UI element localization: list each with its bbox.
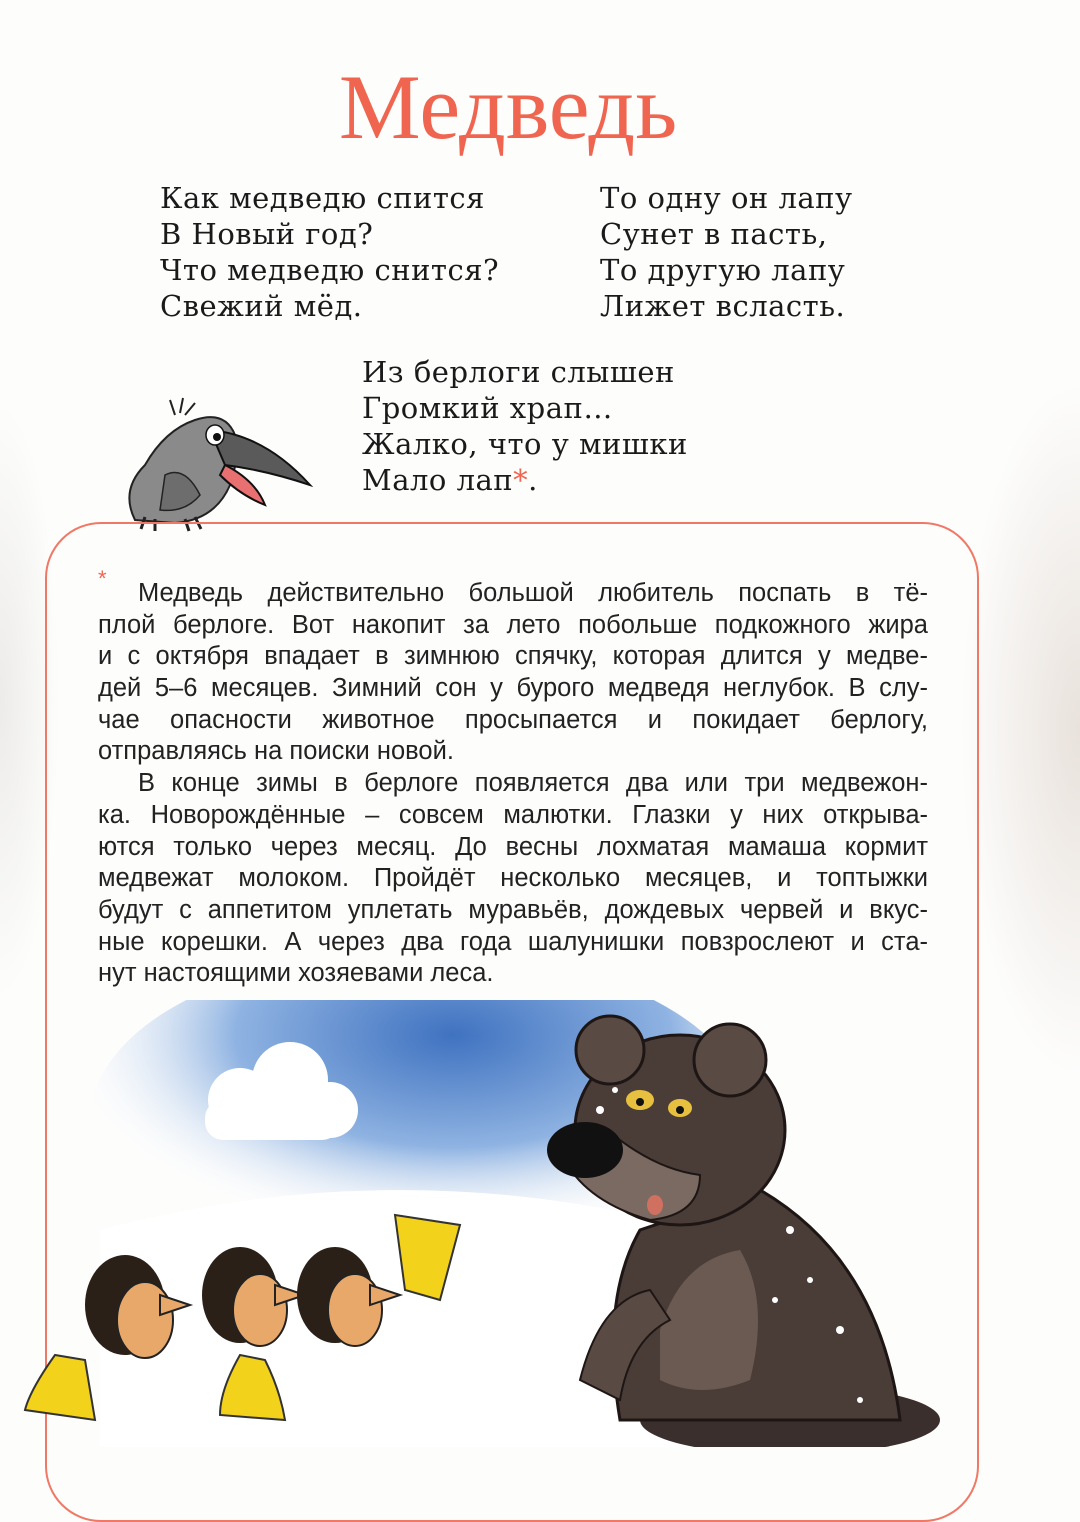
text-line: и с октября впадает в зимнюю спячку, которая длится у медве- <box>98 642 928 671</box>
poem-line-end: . <box>528 463 538 497</box>
poem-line <box>362 462 688 498</box>
text-line: дей 5–6 месяцев. Зимний сон у бурого медведя неглубок. В слу- <box>98 674 928 703</box>
poem-line: В Новый год? <box>160 217 374 251</box>
page-title: Медведь <box>338 56 678 158</box>
poem-stanza-3 <box>362 354 688 498</box>
poem-stanza-1 <box>160 180 499 324</box>
poem-line: Сунет в пасть, <box>600 217 828 251</box>
poem-line: Что медведю снится? <box>160 253 500 287</box>
footnote-star: * <box>98 566 107 591</box>
footnote-text <box>98 578 928 990</box>
poem-line: Свежий мёд. <box>160 289 363 323</box>
text-line: нут настоящими хозяевами леса. <box>98 959 494 988</box>
poem-line: Из берлоги слышен <box>362 355 675 389</box>
poem-line: Лижет всласть. <box>600 289 846 323</box>
poem-line: То другую лапу <box>600 253 846 287</box>
text-line: В конце зимы в берлоге появляется два или три медвежон- <box>138 769 928 798</box>
text-line: ные корешки. А через два года шалунишки повзрослеют и ста- <box>98 927 928 956</box>
text-line: Медведь действительно большой любитель поспать в тё- <box>138 579 928 607</box>
hedgehogs <box>85 1247 400 1358</box>
crow-illustration <box>115 395 315 535</box>
poem-line: Жалко, что у мишки <box>362 427 688 461</box>
text-line: медвежат молоком. Пройдёт несколько месяцев, и топтыжки <box>98 864 928 893</box>
winter-scene-illustration <box>0 1000 1080 1447</box>
text-line: плой берлоге. Вот накопит за лето побольше подкожного жира <box>98 610 928 639</box>
poem-stanza-2 <box>600 180 853 324</box>
text-line: чае опасности животное просыпается и покидает берлогу, <box>98 705 928 734</box>
text-line: ка. Новорождённые – совсем малютки. Глазки у них открыва- <box>98 800 928 829</box>
text-line: отправляясь на поиски новой. <box>98 737 454 766</box>
poem-line-text: Мало лап <box>362 463 514 497</box>
text-line: ются только через месяц. До весны лохматая мамаша кормит <box>98 832 928 861</box>
poem-line: То одну он лапу <box>600 181 853 215</box>
poem-line: Как медведю спится <box>160 181 485 215</box>
footnote-marker: * <box>513 463 529 497</box>
text-line: будут с аппетитом уплетать муравьёв, дождевых червей и вкус- <box>98 895 928 924</box>
poem-line: Громкий храп… <box>362 391 613 425</box>
